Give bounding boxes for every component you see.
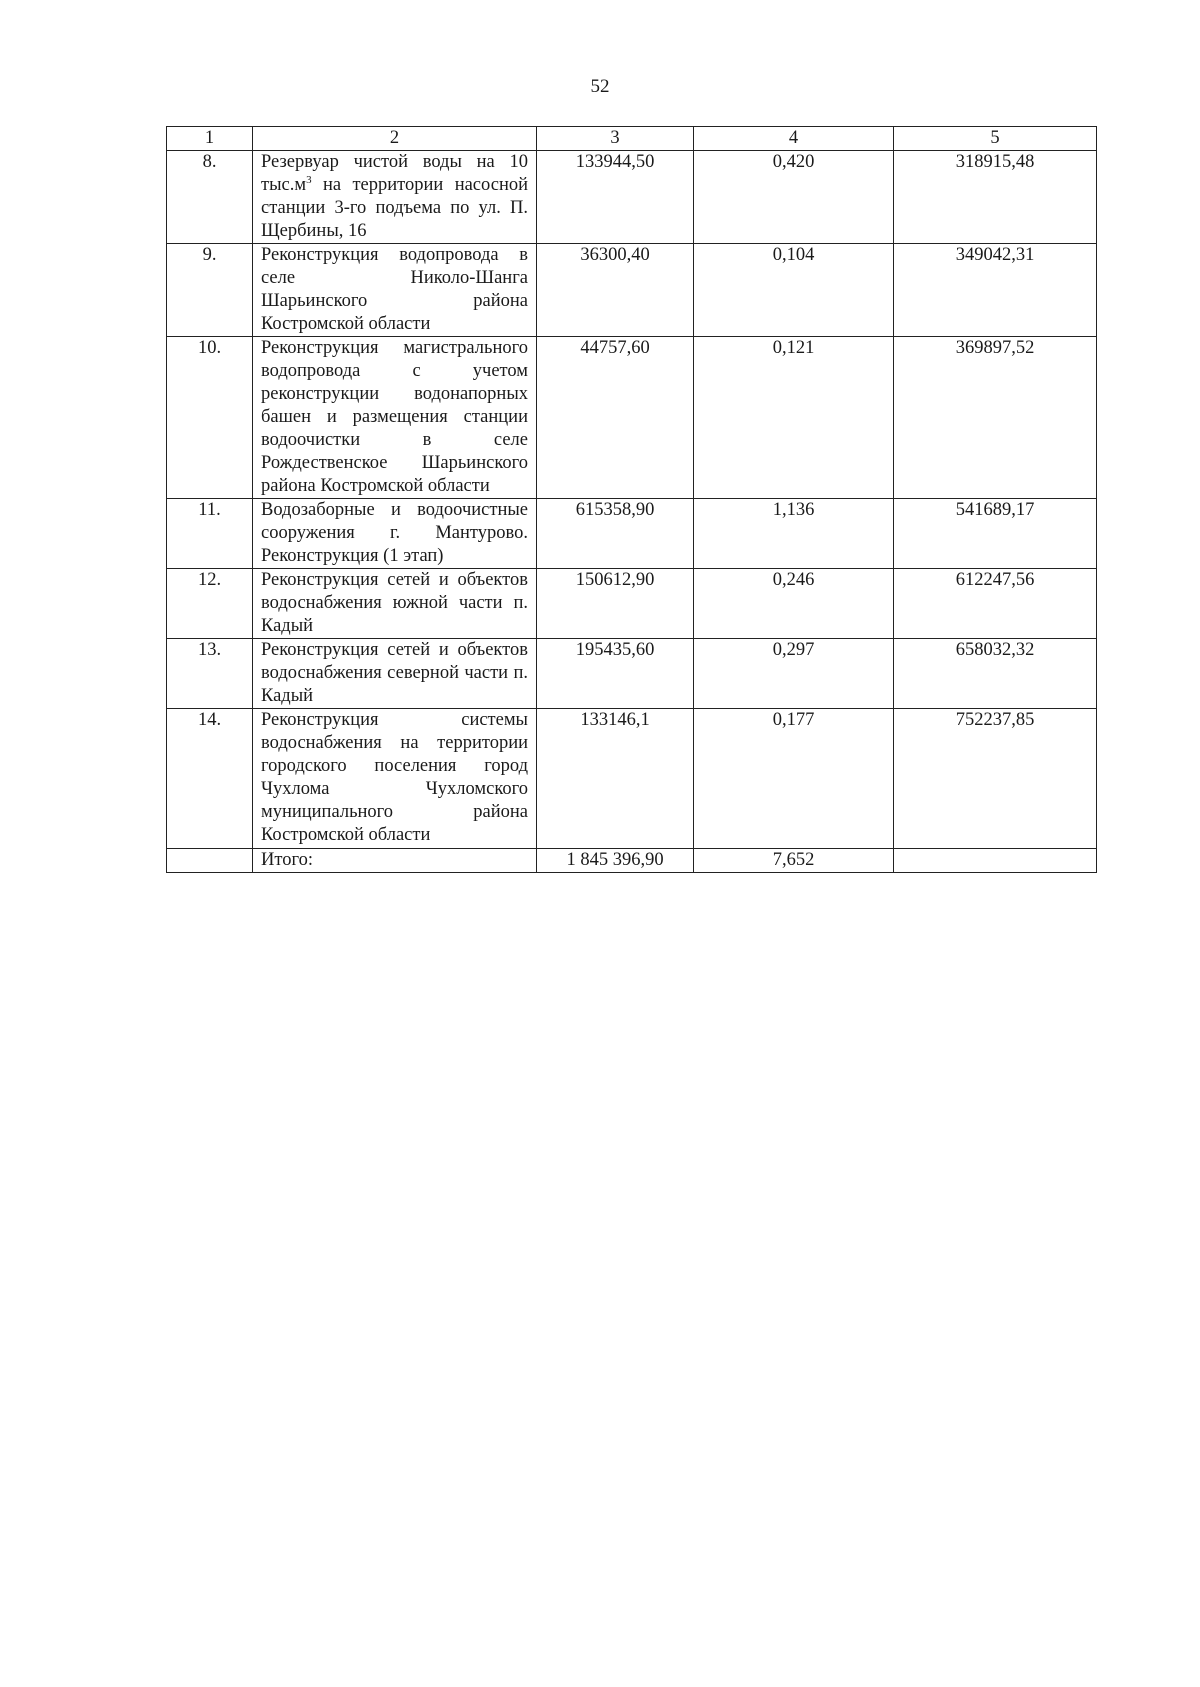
row-value-col3: 36300,40 <box>537 244 694 337</box>
column-header: 1 <box>167 127 253 151</box>
row-name <box>253 151 537 244</box>
row-name: Реконструкция водопровода в селе Николо-Шанга Шарьинского района Костромской области <box>253 244 537 337</box>
row-name: Реконструкция сетей и объектов водоснабжения северной части п. Кадый <box>253 639 537 709</box>
row-value-col3: 150612,90 <box>537 569 694 639</box>
row-number: 14. <box>167 709 253 849</box>
row-value-col4: 1,136 <box>694 499 894 569</box>
row-value-col5: 318915,48 <box>894 151 1097 244</box>
total-value-col4: 7,652 <box>694 849 894 873</box>
row-value-col4: 0,177 <box>694 709 894 849</box>
row-value-col4: 0,297 <box>694 639 894 709</box>
row-value-col4: 0,420 <box>694 151 894 244</box>
table-row <box>167 337 1097 499</box>
row-number: 8. <box>167 151 253 244</box>
row-name-part: на территории насосной станции 3-го подъема по ул. П. Щербины, 16 <box>261 175 528 241</box>
superscript: 3 <box>306 174 312 186</box>
row-value-col3: 133146,1 <box>537 709 694 849</box>
column-header: 3 <box>537 127 694 151</box>
table-row <box>167 709 1097 849</box>
row-value-col4: 0,104 <box>694 244 894 337</box>
row-value-col3: 44757,60 <box>537 337 694 499</box>
row-value-col5: 752237,85 <box>894 709 1097 849</box>
row-number: 11. <box>167 499 253 569</box>
column-header: 4 <box>694 127 894 151</box>
page-number: 52 <box>590 76 610 97</box>
row-value-col5: 349042,31 <box>894 244 1097 337</box>
row-name: Водозаборные и водоочистные сооружения г. Мантурово. Реконструкция (1 этап) <box>253 499 537 569</box>
row-value-col5: 541689,17 <box>894 499 1097 569</box>
row-value-col4: 0,246 <box>694 569 894 639</box>
table-row <box>167 569 1097 639</box>
row-value-col3: 133944,50 <box>537 151 694 244</box>
row-number: 9. <box>167 244 253 337</box>
total-label: Итого: <box>253 849 537 873</box>
table-row <box>167 151 1097 244</box>
row-number: 13. <box>167 639 253 709</box>
row-name: Реконструкция магистрального водопровода с учетом реконструкции водонапорных башен и размещения станции водоочистки в селе Рождественское Шарьинского района Костромской области <box>253 337 537 499</box>
row-name: Реконструкция системы водоснабжения на территории городского поселения город Чухлома Чухломского муниципального района Костромской области <box>253 709 537 849</box>
data-table <box>166 126 1097 873</box>
row-name: Реконструкция сетей и объектов водоснабжения южной части п. Кадый <box>253 569 537 639</box>
row-name-part: Резервуар чистой воды на 10 тыс.м <box>261 152 528 195</box>
table-row <box>167 639 1097 709</box>
row-value-col3: 615358,90 <box>537 499 694 569</box>
table-total-row <box>167 849 1097 873</box>
row-number: 12. <box>167 569 253 639</box>
table-row <box>167 499 1097 569</box>
column-header: 2 <box>253 127 537 151</box>
row-value-col4: 0,121 <box>694 337 894 499</box>
total-number <box>167 849 253 873</box>
table-row <box>167 244 1097 337</box>
row-value-col3: 195435,60 <box>537 639 694 709</box>
row-value-col5: 612247,56 <box>894 569 1097 639</box>
row-value-col5: 658032,32 <box>894 639 1097 709</box>
row-number: 10. <box>167 337 253 499</box>
row-value-col5: 369897,52 <box>894 337 1097 499</box>
table-header-row <box>167 127 1097 151</box>
total-value-col3: 1 845 396,90 <box>537 849 694 873</box>
column-header: 5 <box>894 127 1097 151</box>
total-value-col5 <box>894 849 1097 873</box>
